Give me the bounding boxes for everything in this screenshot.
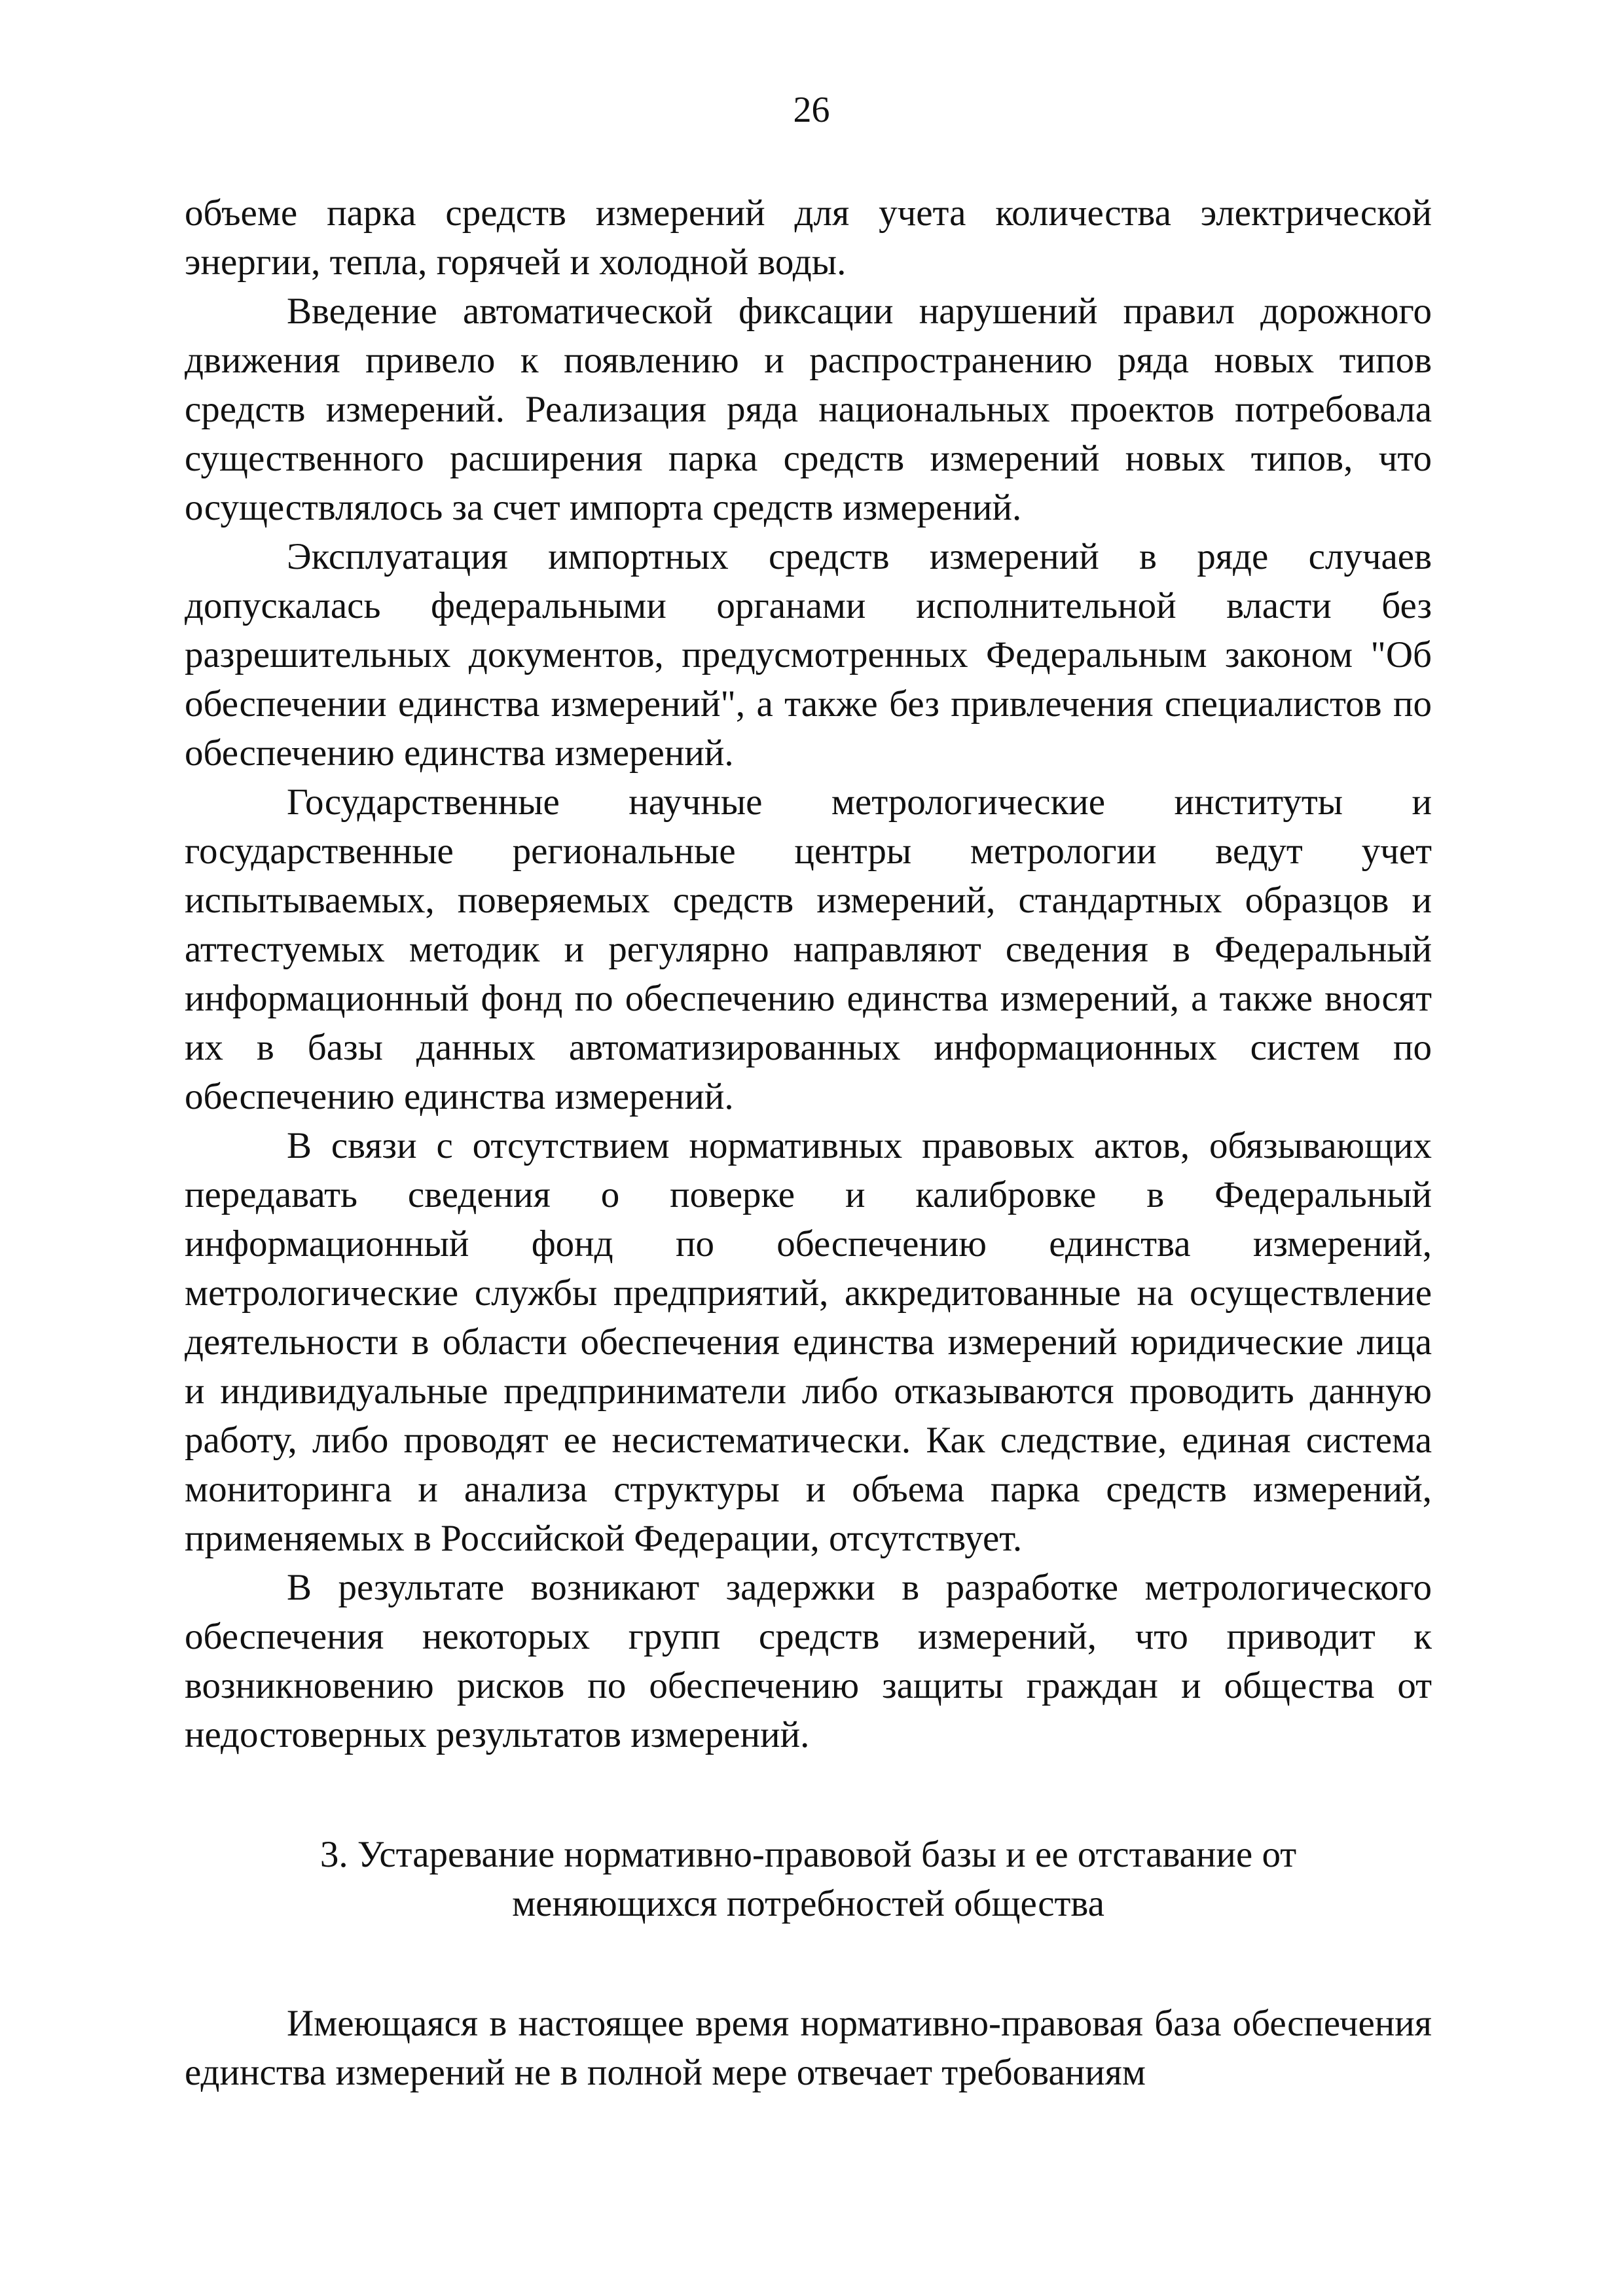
paragraph-traffic-violations: Введение автоматической фиксации нарушений правил дорожного движения привело к появлению и распространению ряда новых типов средств измерений. Реализация ряда национальных проектов потребовала существенного расширения парка средств измерений новых типов, что осуществлялось за счет импорта средств измерений. (185, 291, 1432, 528)
section-heading-line-1: 3. Устаревание нормативно-правовой базы и ее отставание от (319, 1834, 1297, 1875)
paragraph-regulatory-gap: В связи с отсутствием нормативных правовых актов, обязывающих передавать сведения о поверке и калибровке в Федеральный информационный фонд по обеспечению единства измерений, метрологические службы предприятий, аккредитованные на осуществление деятельности в области обеспечения единства измерений юридические лица и индивидуальные предприниматели либо отказываются проводить данную работу, либо проводят ее несистематически. Как следствие, единая система мониторинга и анализа структуры и объема парка средств измерений, применяемых в Российской Федерации, отсутствует. (185, 1125, 1432, 1559)
section-heading (185, 1830, 1432, 1928)
paragraph-import-operation: Эксплуатация импортных средств измерений в ряде случаев допускалась федеральными органами исполнительной власти без разрешительных документов, предусмотренных Федеральным законом "Об обеспечении единства измерений", а также без привлечения специалистов по обеспечению единства измерений. (185, 536, 1432, 774)
paragraph-continuation: объеме парка средств измерений для учета количества электрической энергии, тепла, горячей и холодной воды. (185, 192, 1432, 283)
paragraph-state-institutes: Государственные научные метрологические институты и государственные региональные центры метрологии ведут учет испытываемых, поверяемых средств измерений, стандартных образцов и аттестуемых методик и регулярно направляют сведения в Федеральный информационный фонд по обеспечению единства измерений, а также вносят их в базы данных автоматизированных информационных систем по обеспечению единства измерений. (185, 781, 1432, 1117)
document-body (185, 188, 1432, 2097)
page-number: 26 (793, 90, 830, 130)
paragraph-consequences: В результате возникают задержки в разработке метрологического обеспечения некоторых групп средств измерений, что приводит к возникновению рисков по обеспечению защиты граждан и общества от недостоверных результатов измерений. (185, 1567, 1432, 1755)
paragraph-section-intro: Имеющаяся в настоящее время нормативно-правовая база обеспечения единства измерений не в полной мере отвечает требованиям (185, 2003, 1432, 2093)
section-heading-line-2: меняющихся потребностей общества (512, 1883, 1104, 1924)
